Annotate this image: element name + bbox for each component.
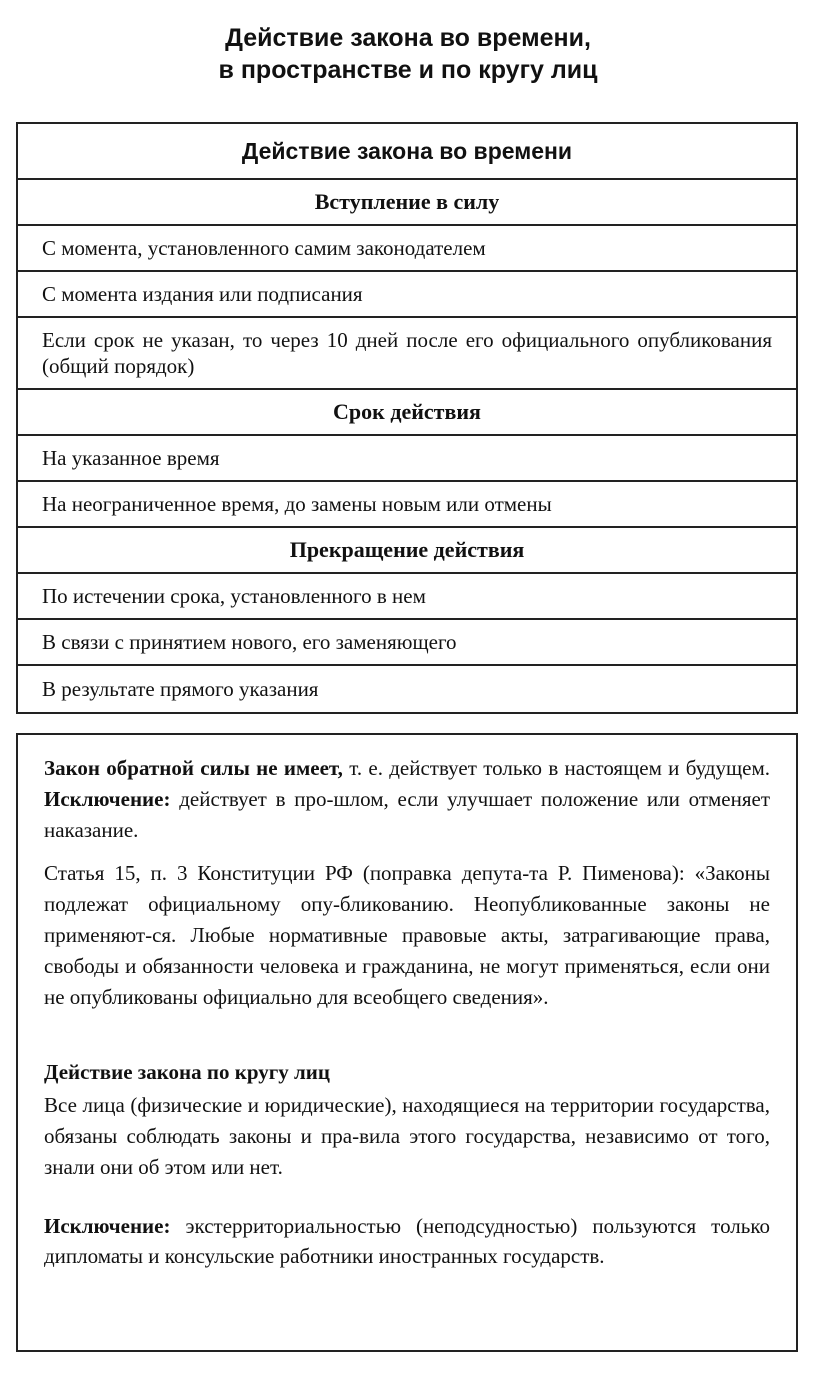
table-row: По истечении срока, установленного в нем: [18, 574, 796, 620]
page-title-line-1: Действие закона во времени,: [225, 24, 591, 52]
retroactivity-text: т. е. действует только в настоящем и будущем.: [342, 756, 770, 780]
retroactivity-lead: Закон обратной силы не имеет,: [44, 756, 343, 780]
table-header: Действие закона во времени: [18, 124, 796, 180]
section-heading-entry-into-force: Вступление в силу: [18, 180, 796, 226]
persons-section-heading: Действие закона по кругу лиц: [44, 1060, 331, 1084]
table-row: Если срок не указан, то через 10 дней после его официального опубликования (общий порядок): [18, 318, 796, 390]
retroactivity-paragraph: [44, 753, 770, 846]
table-row: В результате прямого указания: [42, 677, 319, 701]
exception-label: Исключение:: [44, 1214, 171, 1238]
persons-paragraph: Все лица (физические и юридические), находящиеся на территории государства, обязаны соблюдать законы и пра-вила этого государства, независимо от того, знали они об этом или нет.: [44, 1093, 770, 1179]
retroactivity-exception-text: действует в про-шлом, если улучшает положение или отменяет наказание.: [44, 787, 770, 842]
section-heading-termination: Прекращение действия: [18, 528, 796, 574]
page-title: [0, 22, 816, 86]
table-row: На неограниченное время, до замены новым или отмены: [18, 482, 796, 528]
time-effect-table: [16, 122, 798, 714]
exception-paragraph: [44, 1211, 770, 1271]
table-row: С момента издания или подписания: [18, 272, 796, 318]
table-row: С момента, установленного самим законодателем: [18, 226, 796, 272]
table-row: На указанное время: [18, 436, 796, 482]
constitution-quote-paragraph: Статья 15, п. 3 Конституции РФ (поправка депута-та Р. Пименова): «Законы подлежат официальному опу-бликованию. Неопубликованные законы не применяют-ся. Любые нормативные правовые акты, затрагивающие права, свободы и обязанности человека и гражданина, не могут применяться, если они не опубликованы официально для всеобщего сведения».: [44, 861, 770, 1009]
section-heading-validity-period: Срок действия: [18, 390, 796, 436]
retroactivity-exception-label: Исключение:: [44, 787, 171, 811]
notes-box: [16, 733, 798, 1352]
table-row: В связи с принятием нового, его заменяющего: [18, 620, 796, 666]
exception-text: экстерриториальностью (неподсудностью) пользуются только дипломаты и консульские работники иностранных государств.: [44, 1214, 770, 1268]
page-title-line-2: в пространстве и по кругу лиц: [218, 56, 598, 84]
